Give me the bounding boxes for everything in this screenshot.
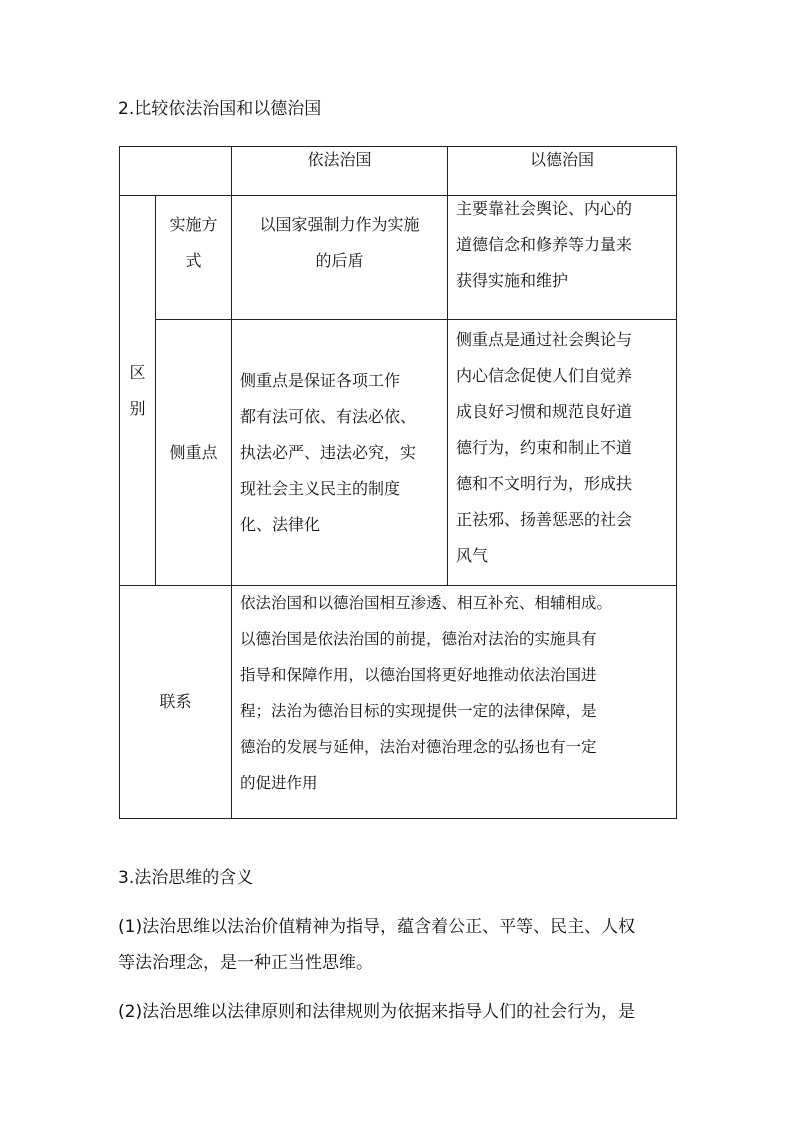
method-law-text: 以国家强制力作为实施 的后盾 (259, 215, 420, 270)
method-law-cell (232, 196, 448, 320)
diff-label-cell (120, 196, 156, 586)
focus-law-cell (232, 320, 448, 586)
relation-text-cell (232, 586, 677, 819)
table-row-method (120, 196, 677, 320)
table-header-row (120, 147, 677, 196)
focus-law-text: 侧重点是保证各项工作 都有法可依、有法必依、 执法必严、违法必究，实 现社会主义民主的制度 化、法律化 (240, 370, 417, 534)
method-label: 实施方 式 (169, 215, 218, 270)
header-cell-virtue (448, 147, 677, 196)
relation-label-cell (120, 586, 232, 819)
comparison-table (119, 146, 677, 819)
header-virtue: 以德治国 (529, 150, 594, 169)
relation-label: 联系 (159, 692, 192, 711)
focus-label: 侧重点 (169, 442, 218, 462)
header-law: 依法治国 (307, 150, 372, 169)
method-label-cell (156, 196, 232, 320)
paragraph-2: (2)法治思维以法律原则和法律规则为依据来指导人们的社会行为，是 (118, 1002, 636, 1022)
table-corner-cell (120, 147, 232, 196)
method-virtue-text: 主要靠社会舆论、内心的 道德信念和修养等力量来 获得实施和维护 (456, 199, 633, 290)
section-title-thinking: 3.法治思维的含义 (118, 868, 254, 888)
method-virtue-cell (448, 196, 677, 320)
focus-virtue-cell (448, 320, 677, 586)
focus-label-cell (156, 320, 232, 586)
focus-virtue-text: 侧重点是通过社会舆论与 内心信念促使人们自觉养 成良好习惯和规范良好道 德行为，约束和制止不道 德和不文明行为，形成扶 正祛邪、扬善惩恶的社会 风气 (456, 330, 633, 565)
relation-text: 依法治国和以德治国相互渗透、相互补充、相辅相成。 以德治国是依法治国的前提，德治对法治的实施具有 指导和保障作用，以德治国将更好地推动依法治国进 程；法治为德治目标的实现提供一定的法律保障，是 德治的发展与延伸，法治对德治理念的弘扬也有一定 的促进作用 (240, 594, 613, 792)
table-row-focus (120, 320, 677, 586)
table-row-relation (120, 586, 677, 819)
paragraph-1: (1)法治思维以法治价值精神为指导，蕴含着公正、平等、民主、人权 等法治理念，是一种正当性思维。 (118, 917, 636, 973)
diff-label: 区 别 (129, 362, 146, 418)
header-cell-law (232, 147, 448, 196)
section-title-compare: 2.比较依法治国和以德治国 (118, 99, 322, 119)
